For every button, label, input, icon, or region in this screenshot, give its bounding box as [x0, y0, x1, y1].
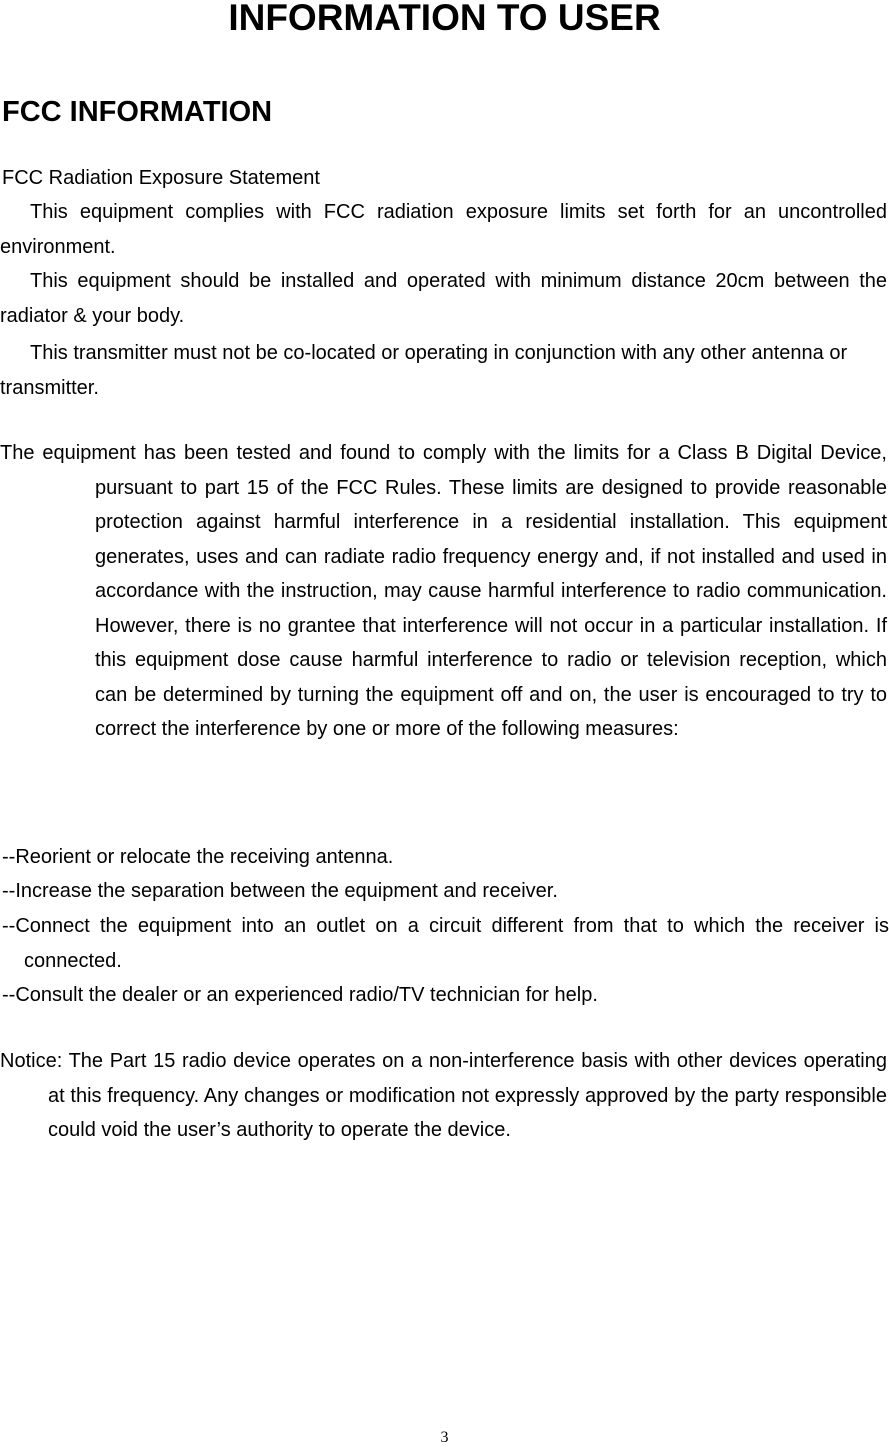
- radiation-paragraph-colocation: This transmitter must not be co-located or operating in conjunction with any other antenna or transmitter.: [0, 342, 848, 399]
- radiation-paragraph-distance: This equipment should be installed and operated with minimum distance 20cm between the radiator & your body.: [0, 270, 887, 327]
- section-heading-fcc-information: FCC INFORMATION: [2, 96, 273, 128]
- measure-item-consult: --Consult the dealer or an experienced radio/TV technician for help.: [2, 984, 598, 1006]
- measure-item-separation: --Increase the separation between the equipment and receiver.: [2, 880, 558, 902]
- notice-paragraph: Notice: The Part 15 radio device operates on a non-interference basis with other devices operating at this frequency. Any changes or modification not expressly approved by the party responsible could void the user’s authority to operate the device.: [0, 1050, 887, 1141]
- measure-item-reorient: --Reorient or relocate the receiving antenna.: [2, 846, 394, 868]
- page-number: 3: [440, 1429, 449, 1446]
- measure-item-outlet: --Connect the equipment into an outlet on a circuit different from that to which the receiver is connected.: [2, 915, 889, 972]
- page-title: INFORMATION TO USER: [228, 0, 661, 38]
- class-b-statement: The equipment has been tested and found to comply with the limits for a Class B Digital Device, pursuant to part 15 of the FCC Rules. These limits are designed to provide reasonable protection against harmful interference in a residential installation. This equipment generates, uses and can radiate radio frequency energy and, if not installed and used in accordance with the instruction, may cause harmful interference to radio communication. However, there is no grantee that interference will not occur in a particular installation. If this equipment dose cause harmful interference to radio or television reception, which can be determined by turning the equipment off and on, the user is encouraged to try to correct the interference by one or more of the following measures:: [0, 442, 887, 740]
- radiation-paragraph-limits: This equipment complies with FCC radiation exposure limits set forth for an uncontrolled environment.: [0, 201, 887, 258]
- radiation-exposure-heading: FCC Radiation Exposure Statement: [2, 167, 320, 189]
